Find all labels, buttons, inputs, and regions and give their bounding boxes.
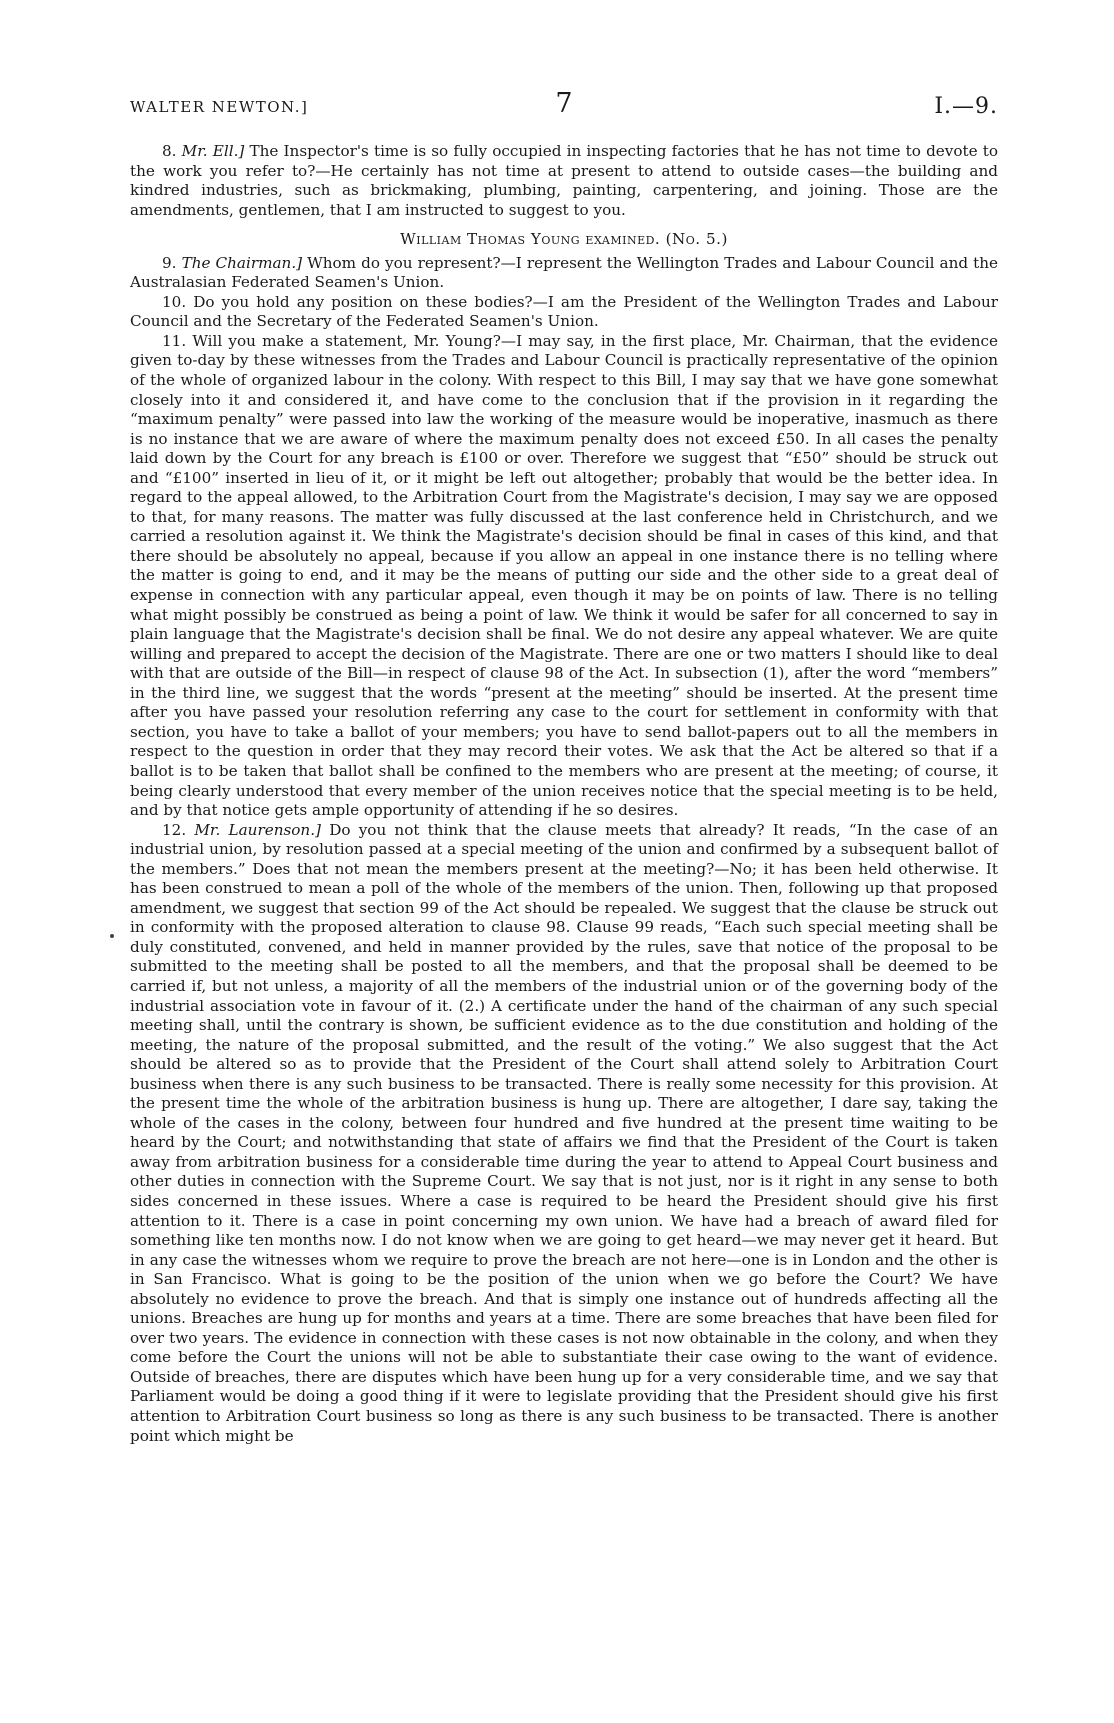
paragraph-text: Whom do you represent?—I represent the Wellington Trades and Labour Council and the Australasian Federated Seamen's Union. (130, 253, 999, 292)
page-number: 7 (555, 88, 573, 119)
speaker: The Chairman.] (181, 253, 303, 272)
paragraph-text: Do you not think that the clause meets that already? It reads, “In the case of an industrial union, by resolution passed at a special meeting of the union and confirmed by a subsequent ballot of the members.” Does that not mean the members present at the meeting?—No; it has been held otherwise. It has been construed to mean a poll of the whole of the members of the union. Then, following up that proposed amendment, we suggest that section 99 of the Act should be repealed. We suggest that the clause be struck out in conformity with the proposed alteration to clause 98. Clause 99 reads, “Each such special meeting shall be duly constituted, convened, and held in manner provided by the rules, save that notice of the proposal to be submitted to the meeting shall be posted to all the members, and that the proposal shall be deemed to be carried if, but not unless, a majority of all the members of the industrial union or of the governing body of the industrial association vote in favour of it. (2.) A certificate under the hand of the chairman of any such special meeting shall, until the contrary is shown, be sufficient evidence as to the due constitution and holding of the meeting, the nature of the proposal submitted, and the result of the voting.” We also suggest that the Act should be altered so as to provide that the President of the Court shall attend solely to Arbitration Court business when there is any such business to be transacted. There is really some necessity for this provision. At the present time the whole of the arbitration business is hung up. There are altogether, I dare say, taking the whole of the cases in the colony, between four hundred and five hundred at the present time waiting to be heard by the Court; and notwithstanding that state of affairs we find that the President of the Court is taken away from arbitration business for a considerable time during the year to attend to Appeal Court business and other duties in connection with the Supreme Court. We say that is not just, nor is it right in any sense to both sides concerned in these issues. Where a case is required to be heard the President should give his first attention to it. There is a case in point concerning my own union. We have had a breach of award filed for something like ten months now. I do not know when we are going to get heard—we may never get it heard. But in any case the witnesses whom we require to prove the breach are not here—one is in London and the other is in San Francisco. What is going to be the position of the union when we go before the Court? We have absolutely no evidence to prove the breach. And that is simply one instance out of hundreds affecting all the unions. Breaches are hung up for months and years at a time. There are some breaches that have been filed for over two years. The evidence in connection with these cases is not now obtainable in the colony, and when they come before the Court the unions will not be able to substantiate their case owing to the want of evidence. Outside of breaches, there are disputes which have been hung up for a very considerable time, and we say that Parliament would be doing a good thing if it were to legislate providing that the President should give his first attention to Arbitration Court business so long as there is any such business to be transacted. There is another point which might be (130, 820, 999, 1445)
document-reference: I.—9. (934, 94, 998, 119)
speaker: Mr. Laurenson.] (194, 820, 321, 839)
speaker: Mr. Ell.] (181, 142, 245, 160)
document-page (130, 88, 998, 1446)
question-paragraph (130, 142, 998, 220)
question-paragraph (130, 332, 998, 821)
question-number: 9. (162, 253, 177, 272)
page-body (130, 142, 998, 1446)
question-number: 12. (162, 820, 187, 839)
paragraph-text: Will you make a statement, Mr. Young?—I may say, in the first place, Mr. Chairman, that the evidence given to-day by these witnesses from the Trades and Labour Council is practically representative of the opinion of the whole of organized labour in the colony. With respect to this Bill, I may say that we have gone somewhat closely into it and considered it, and have come to the conclusion that if the provision in it regarding the “maximum penalty” were passed into law the working of the measure would be inoperative, inasmuch as there is no instance that we are aware of where the maximum penalty does not exceed £50. In all cases the penalty laid down by the Court for any breach is £100 or over. Therefore we suggest that “£50” should be struck out and “£100” inserted in lieu of it, or it might be left out altogether; probably that would be the better idea. In regard to the appeal allowed, to the Arbitration Court from the Magistrate's decision, I may say we are opposed to that, for many reasons. The matter was fully discussed at the last conference held in Christchurch, and we carried a resolution against it. We think the Magistrate's decision should be final in cases of this kind, and that there should be absolutely no appeal, because if you allow an appeal in one instance there is no telling where the matter is going to end, and it may be the means of putting our side and the other side to a great deal of expense in connection with any particular appeal, even though it may be on points of law. There is no telling what might possibly be construed as being a point of law. We think it would be safer for all concerned to say in plain language that the Magistrate's decision shall be final. We do not desire any appeal whatever. We are quite willing and prepared to accept the decision of the Magistrate. There are one or two matters I should like to deal with that are outside of the Bill—in respect of clause 98 of the Act. In subsection (1), after the word “members” in the third line, we suggest that the words “present at the meeting” should be inserted. At the present time after you have passed your resolution referring any case to the court for settlement in conformity with that section, you have to take a ballot of your members; you have to send ballot-papers out to all the members in respect to the question in order that they may record their votes. We ask that the Act be altered so that if a ballot is to be taken that ballot shall be confined to the members who are present at the meeting; of course, it being clearly understood that every member of the union receives notice that the special meeting is to be held, and by that notice gets ample opportunity of attending if he so desires. (130, 331, 999, 820)
question-paragraph (130, 821, 998, 1447)
margin-mark (110, 934, 114, 938)
paragraph-text: The Inspector's time is so fully occupied in inspecting factories that he has not time to devote to the work you refer to?—He certainly has not time at present to attend to outside cases—the building and kindred industries, such as brickmaking, plumbing, painting, carpentering, and joining. Those are the amendments, gentlemen, that I am instructed to suggest to you. (130, 142, 999, 219)
witness-heading: William Thomas Young examined. (No. 5.) (400, 230, 728, 249)
page-header (130, 88, 998, 128)
question-number: 11. (162, 331, 187, 350)
question-paragraph (130, 254, 998, 293)
paragraph-text: Do you hold any position on these bodies?—I am the President of the Wellington Trades and Labour Council and the Secretary of the Federated Seamen's Union. (130, 292, 998, 331)
question-number: 8. (162, 142, 177, 160)
question-number: 10. (162, 292, 187, 311)
header-witness-name: WALTER NEWTON.] (130, 98, 309, 116)
question-paragraph (130, 293, 998, 332)
